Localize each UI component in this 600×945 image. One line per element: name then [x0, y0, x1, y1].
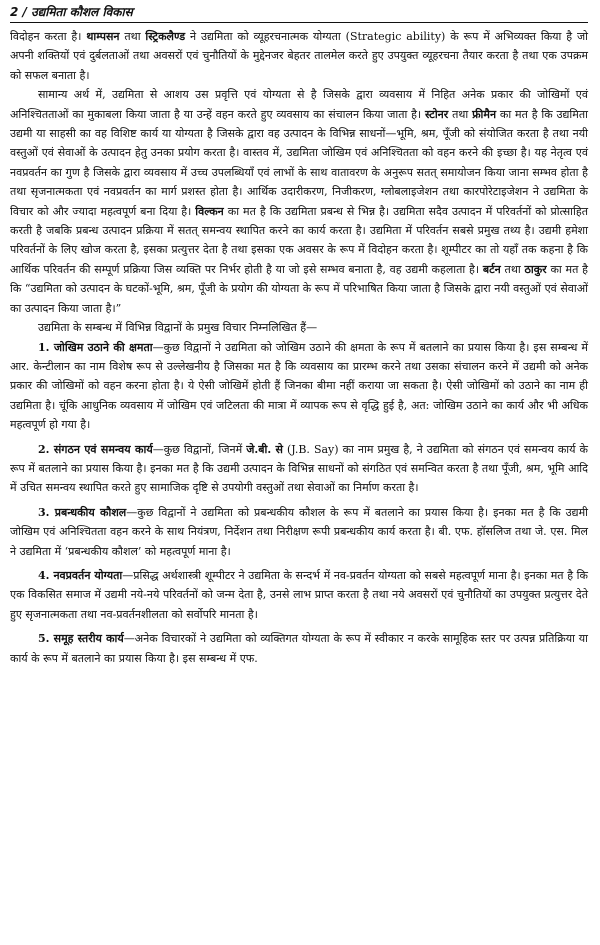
paragraph-group-level-activity — [10, 629, 588, 668]
bold-text-run: बर्टन — [482, 262, 501, 276]
text-run: —कुछ विद्वानों, जिनमें — [152, 442, 247, 456]
bold-text-run: स्ट्रिकलैण्ड — [145, 30, 186, 43]
bold-text-run: स्टोनर — [425, 107, 449, 121]
bold-text-run: 4. नवप्रवर्तन योग्यता — [38, 568, 123, 582]
paragraph-organisation-coordination — [10, 440, 588, 498]
book-page — [10, 4, 588, 668]
text-run: उद्यमिता के सम्बन्ध में विभिन्न विद्वानों के प्रमुख विचार निम्नलिखित हैं— — [38, 321, 318, 335]
paragraph-general-meaning — [10, 85, 588, 318]
text-run: —अनेक विचारकों ने उद्यमिता को व्यक्तिगत योग्यता के रूप में स्वीकार न करके सामूहिक स्तर पर उत्पन्न प्रतिक्रिया या कार्य के रूप में बतलाने का प्रयास किया है। इस सम्बन्ध में एफ. — [10, 632, 589, 665]
bold-text-run: थाम्पसन — [86, 30, 120, 43]
text-run: सामान्य अर्थ में, उद्यमिता से आशय उस प्रवृत्ति एवं योग्यता से है जिसके द्वारा व्यवसाय में निहित अनेक प्रकार की जोखिमों एवं अनिश्चितताओं का मुकाबला किया जाता है या उन्हें वहन करते हुए व्यवसाय का संचालन किया जाता है। — [10, 88, 588, 121]
bold-text-run: 3. प्रबन्धकीय कौशल — [38, 505, 127, 519]
text-run: का मत है कि “उद्यमिता को उत्पादन के घटकों-भूमि, श्रम, पूँजी के प्रयोग की योग्यता के रूप में परिभाषित किया जाता है जिसके द्वारा नयी वस्तुओं एवं सेवाओं का उत्पादन किया जाता है।” — [10, 262, 588, 315]
page-number: 2 — [10, 5, 19, 19]
text-run: —प्रसिद्ध अर्थशास्त्री शूम्पीटर ने उद्यमिता के सन्दर्भ में नव-प्रवर्तन योग्यता को सबसे महत्वपूर्ण माना है। इनका मत है कि एक विकसित समाज में उद्यमी नये-नये परिवर्तनों को जन्म देता है, उनसे लाभ प्राप्त करता है तथा नये अवसरों एवं चुनौतियों का उपयुक्त प्रत्युत्तर देते हुए सृजनात्मकता तथा नव-प्रवर्तनशीलता को सर्वोपरि मानता है। — [10, 568, 588, 621]
text-run: (J.B. Say) का नाम प्रमुख है, ने उद्यमिता को संगठन एवं समन्वय कार्य के रूप में बतलाने का प्रयास किया है। इनका मत है कि उद्यमी उत्पादन के विभिन्न साधनों को संगठित एवं समन्वित करता है तथा पूँजी, श्रम, भूमि आदि में उचित समन्वय स्थापित करते हुए सामाजिक दृष्टि से उपयोगी वस्तुओं तथा सेवाओं का निर्माण करता है। — [10, 442, 588, 495]
paragraph-managerial-skill — [10, 503, 588, 561]
text-run: तथा — [119, 30, 146, 43]
text-run: का मत है कि उद्यमिता प्रबन्ध से भिन्न है। उद्यमिता सदैव उत्पादन में परिवर्तनों को प्रोत्साहित करती है जबकि प्रबन्ध उत्पादन प्रक्रिया में सतत् समन्वय स्थापित करने का कार्य करता है। उद्यमिता में परिवर्तन सबसे प्रमुख तथ्य है। उद्यमी हमेशा परिवर्तनों के लिए खोज करता है, इसका प्रत्युत्तर देता है तथा इसका एक अवसर के रूप में विदोहन करता है। शूम्पीटर का तो यहाँ तक कहना है कि आर्थिक परिवर्तन की सम्पूर्ण प्रक्रिया जिस व्यक्ति पर निर्भर होती है या जो इसे सम्भव बनाता है, वह उद्यमी कहलाता है। — [10, 204, 588, 276]
bold-text-run: ठाकुर — [524, 262, 547, 276]
paragraph-views-intro — [10, 318, 588, 337]
book-title: उद्यमिता कौशल विकास — [31, 5, 133, 19]
text-run: —कुछ विद्वानों ने उद्यमिता को प्रबन्धकीय कौशल के रूप में बतलाने का प्रयास किया है। इनका मत है कि उद्यमी जोखिम एवं अनिश्चितता वहन करने के साथ नियंत्रण, निर्देशन तथा निरीक्षण रूपी प्रबन्धकीय कार्य करता है। बी. एफ. हॉसलिज तथा जे. एस. मिल ने उद्यमिता में ‘प्रबन्धकीय कौशल’ को महत्वपूर्ण माना है। — [10, 505, 588, 558]
bold-text-run: फ्रीमैन — [472, 107, 497, 121]
text-run: का मत है कि उद्यमिता उद्यमी या साहसी का वह विशिष्ट कार्य या योग्यता है जिसके द्वारा वह उत्पादन के विभिन्न साधनों—भूमि, श्रम, पूँजी को संयोजित करता है तथा नयी वस्तुओं एवं सेवाओं के उत्पादन हेतु उनका प्रयोग करता है। वास्तव में, उद्यमिता जोखिम एवं अनिश्चितता को वहन करने की इच्छा है। यह नेतृत्व एवं नवप्रवर्तन का गुण है जिसके द्वारा व्यवसाय में उच्च उपलब्धियाँ एवं लाभों के साथ वातावरण के अनुरूप सतत् समायोजन किया जाना सम्भव होता है तथा सृजनात्मकता एवं नवप्रवर्तन का मार्ग प्रशस्त होता है। आर्थिक उदारीकरण, निजीकरण, ग्लोबलाइजेशन तथा कारपोरेटाइजेशन ने उद्यमिता के विचार को और ज्यादा महत्वपूर्ण बना दिया है। — [10, 107, 588, 218]
text-run: तथा — [500, 262, 525, 276]
running-header — [10, 4, 588, 23]
text-run: —कुछ विद्वानों ने उद्यमिता को जोखिम उठाने की क्षमता के रूप में बतलाने का प्रयास किया है। इस सम्बन्ध में आर. केन्टीलान का नाम विशेष रूप से उल्लेखनीय है जिसका मत है कि व्यवसाय का प्रारम्भ करने तथा उसका संचालन करने में उद्यमी को अनेक प्रकार की जोखिमों को वहन करना होता है। ये ऐसी जोखिमें होती हैं जिनका बीमा नहीं कराया जा सकता है। ऐसी जोखिमों को उठाने का नाम ही उद्यमिता है। चूंकि आधुनिक व्यवसाय में जोखिम एवं जटिलता की मात्रा में व्यापक रूप से वृद्धि हुई है, अत: जोखिम उठाने का कार्य और भी अधिक महत्वपूर्ण हो गया है। — [10, 340, 588, 432]
bold-text-run: 2. संगठन एवं समन्वय कार्य — [38, 442, 153, 456]
text-run: विदोहन करता है। — [10, 30, 87, 43]
bold-text-run: 1. जोखिम उठाने की क्षमता — [38, 340, 153, 354]
bold-text-run: 5. समूह स्तरीय कार्य — [38, 632, 124, 646]
header-separator: / — [22, 5, 27, 19]
paragraph-thompson-strickland — [10, 27, 588, 85]
bold-text-run: विल्कन — [195, 204, 224, 218]
text-run: ने उद्यमिता को व्यूहरचनात्मक योग्यता (Strategic ability) के रूप में अभिव्यक्त किया है जो अपनी शक्तियों एवं दुर्बलताओं तथा अवसरों एवं चुनौतियों के मुद्देनजर बेहतर तालमेल करते हुए उपयुक्त व्यूहरचना तैयार करता है तथा एक उपक्रम को सफल बनाता है। — [10, 30, 588, 82]
paragraph-innovation-ability — [10, 566, 588, 624]
bold-text-run: जे.बी. से — [246, 442, 283, 456]
text-run: तथा — [448, 107, 473, 121]
paragraph-risk-bearing — [10, 338, 588, 435]
